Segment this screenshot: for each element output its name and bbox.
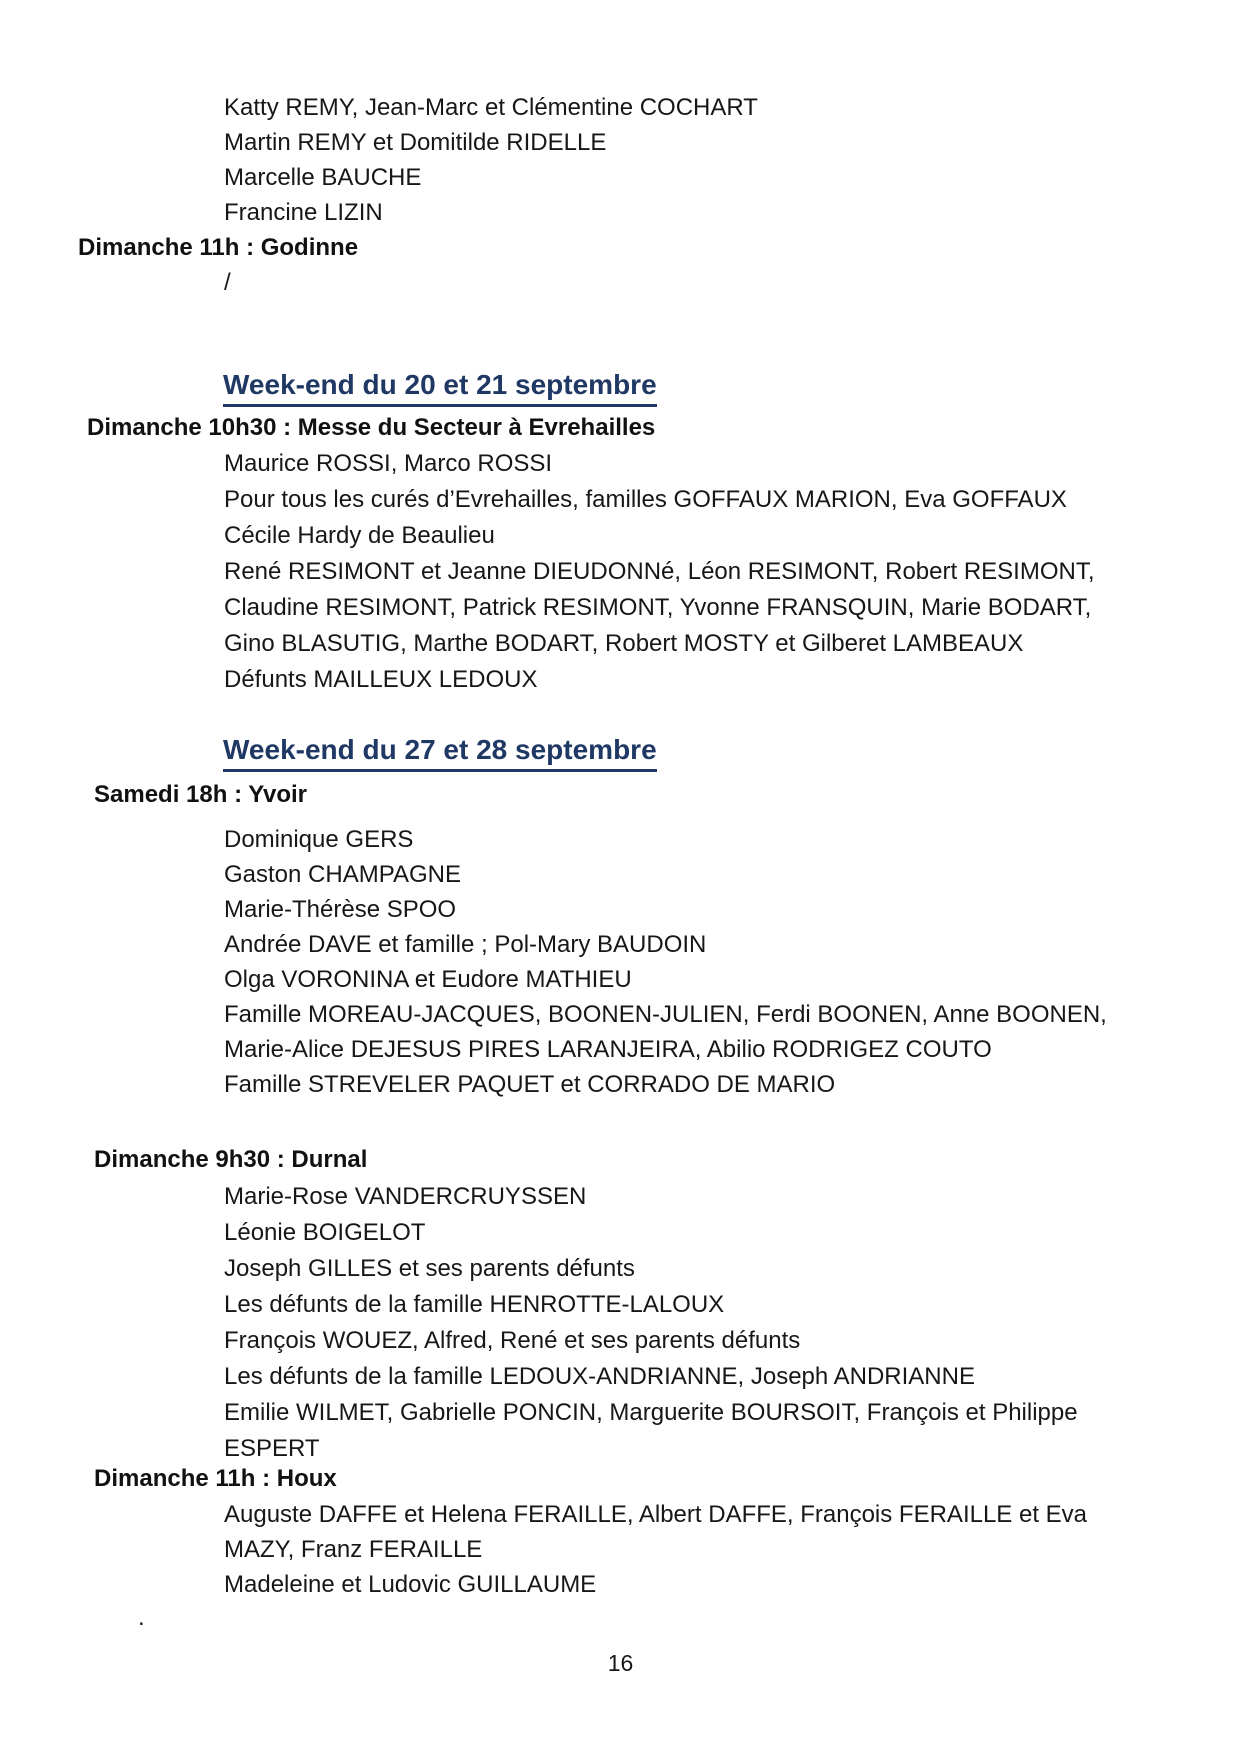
mass-heading-godinne: Dimanche 11h : Godinne — [78, 234, 359, 261]
intention-line: Gino BLASUTIG, Marthe BODART, Robert MOSTY et Gilberet LAMBEAUX — [224, 630, 1024, 657]
intention-line: Maurice ROSSI, Marco ROSSI — [224, 450, 553, 477]
intention-line: Martin REMY et Domitilde RIDELLE — [224, 129, 607, 156]
intention-line: Léonie BOIGELOT — [224, 1219, 426, 1246]
intention-line: Dominique GERS — [224, 826, 414, 853]
intention-line: Cécile Hardy de Beaulieu — [224, 522, 495, 549]
intention-line: MAZY, Franz FERAILLE — [224, 1536, 483, 1563]
section-intro — [0, 90, 1241, 300]
intention-line: Madeleine et Ludovic GUILLAUME — [224, 1571, 597, 1598]
intention-line: Gaston CHAMPAGNE — [224, 861, 461, 888]
intention-line: Les défunts de la famille HENROTTE-LALOUX — [224, 1291, 725, 1318]
mass-heading-yvoir: Samedi 18h : Yvoir — [94, 781, 307, 808]
section-yvoir — [0, 822, 1241, 1102]
intention-line: Marie-Thérèse SPOO — [224, 896, 457, 923]
intention-line: Francine LIZIN — [224, 199, 383, 226]
weekend-title-1 — [223, 368, 657, 407]
weekend-title-2 — [223, 733, 657, 772]
stray-period: . — [138, 1604, 145, 1631]
section-houx — [0, 1497, 1241, 1602]
intention-line: ESPERT — [224, 1435, 320, 1462]
mass-heading-durnal: Dimanche 9h30 : Durnal — [94, 1146, 368, 1173]
section-evrehailles — [0, 410, 1241, 698]
mass-heading-durnal-row — [0, 1142, 1241, 1177]
intention-line: Marcelle BAUCHE — [224, 164, 422, 191]
mass-heading-houx: Dimanche 11h : Houx — [94, 1465, 337, 1492]
weekend-title-1-text: Week-end du 20 et 21 septembre — [223, 368, 657, 407]
mass-heading-yvoir-row — [0, 777, 1241, 812]
intention-line: Emilie WILMET, Gabrielle PONCIN, Marguerite BOURSOIT, François et Philippe — [224, 1399, 1078, 1426]
intention-line: Claudine RESIMONT, Patrick RESIMONT, Yvonne FRANSQUIN, Marie BODART, — [224, 594, 1092, 621]
intention-line: Pour tous les curés d’Evrehailles, familles GOFFAUX MARION, Eva GOFFAUX — [224, 486, 1067, 513]
intention-line: Famille MOREAU-JACQUES, BOONEN-JULIEN, Ferdi BOONEN, Anne BOONEN, — [224, 1001, 1107, 1028]
intention-line: Famille STREVELER PAQUET et CORRADO DE MARIO — [224, 1071, 836, 1098]
intention-line: René RESIMONT et Jeanne DIEUDONNé, Léon RESIMONT, Robert RESIMONT, — [224, 558, 1095, 585]
intention-line: Olga VORONINA et Eudore MATHIEU — [224, 966, 632, 993]
intention-line: Marie-Rose VANDERCRUYSSEN — [224, 1183, 587, 1210]
intention-line: François WOUEZ, Alfred, René et ses parents défunts — [224, 1327, 801, 1354]
section-durnal — [0, 1179, 1241, 1467]
mass-heading-evrehailles: Dimanche 10h30 : Messe du Secteur à Evrehailles — [87, 414, 656, 441]
page-number: 16 — [607, 1650, 634, 1676]
intention-line: Marie-Alice DEJESUS PIRES LARANJEIRA, Abilio RODRIGEZ COUTO — [224, 1036, 992, 1063]
mass-heading-houx-row — [0, 1461, 1241, 1496]
intention-line: Andrée DAVE et famille ; Pol-Mary BAUDOIN — [224, 931, 707, 958]
intention-line: Les défunts de la famille LEDOUX-ANDRIANNE, Joseph ANDRIANNE — [224, 1363, 975, 1390]
intention-line: Joseph GILLES et ses parents défunts — [224, 1255, 635, 1282]
intention-line: Défunts MAILLEUX LEDOUX — [224, 666, 538, 693]
intention-line: Auguste DAFFE et Helena FERAILLE, Albert DAFFE, François FERAILLE et Eva — [224, 1501, 1088, 1528]
intention-line: Katty REMY, Jean-Marc et Clémentine COCHART — [224, 94, 758, 121]
intention-line: / — [224, 269, 231, 296]
weekend-title-2-text: Week-end du 27 et 28 septembre — [223, 733, 657, 772]
